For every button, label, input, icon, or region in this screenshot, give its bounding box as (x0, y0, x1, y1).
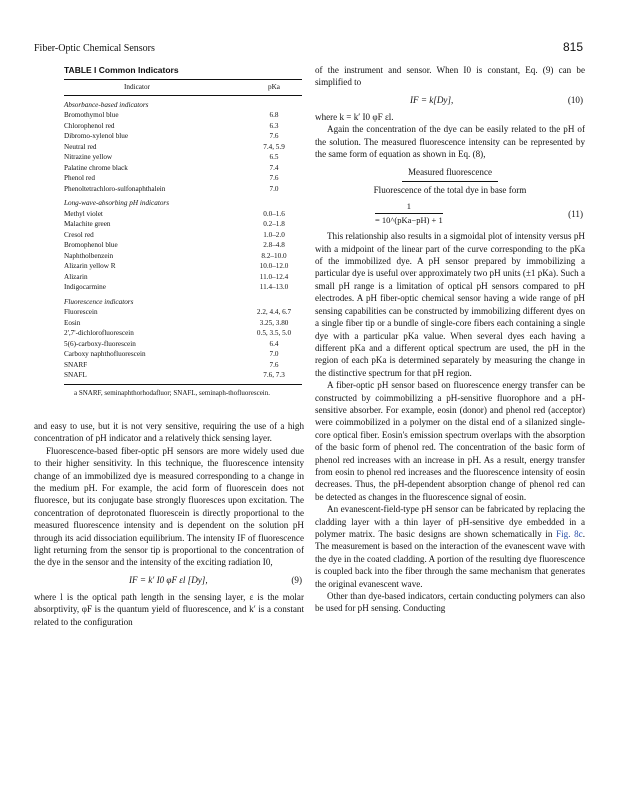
indicator-name: 2',7'-dichlorofluorescein (64, 329, 134, 338)
left-column (34, 64, 304, 628)
equation-number: (10) (567, 94, 583, 105)
pka-value: 6.8 (269, 111, 279, 120)
indicator-name: Bromothymol blue (64, 111, 119, 120)
table-row (64, 110, 302, 121)
paragraph: of the instrument and sensor. When I0 is constant, Eq. (9) can be simplified to (315, 65, 585, 88)
pka-value: 2.8–4.8 (263, 241, 285, 250)
indicator-name: Alizarin yellow R (64, 262, 116, 271)
indicator-name: Dibromo-xylenol blue (64, 132, 129, 141)
indicator-name: SNAFL (64, 370, 246, 384)
indicators-table (64, 79, 302, 385)
pka-value: 3.25, 3.80 (259, 318, 289, 327)
table-row (64, 209, 302, 220)
table-row (64, 360, 302, 371)
paragraph: Again the concentration of the dye can be easily related to the pH of the solution. The measured fluorescence intensity can be represented by the same form of equation as shown in Eq. (8), (315, 124, 585, 160)
right-column (315, 64, 585, 615)
running-title: Fiber-Optic Chemical Sensors (34, 43, 155, 54)
equation-body: IF = k[Dy], (410, 94, 454, 105)
indicator-name: Phenoltetrachloro-sulfonaphthalein (64, 184, 166, 193)
table-row (64, 251, 302, 262)
pka-value: 10.0–12.0 (259, 262, 289, 271)
indicator-name: Malachite green (64, 220, 111, 229)
paragraph: This relationship also results in a sigmoidal plot of intensity versus pH with a midpoint of the linear part of the curve corresponding to the pKa of the immobilized dye. A pH sensor prepared by immobilizing a particular dye is useful over approximately two pH units (±1 pKa). Such a small pH range is a limitation of optical pH sensors compared to pH electrodes. A pH fiber-optic chemical sensor having a wide range of pH sensing capabilities can be constructed by immobilizing different dyes on a single fiber tip or a bundle of single-core fibers each containing a single dye with a particular pKa value. When several dyes each having a different pKa and a different optical spectrum are used, the pH in the region of each pKa is determined separately by measuring the change in the distinctive spectrum for that pH region. (315, 231, 585, 378)
paragraph: A fiber-optic pH sensor based on fluorescence energy transfer can be constructed by coimmobilizing a pH-sensitive fluorophore and a pH-sensitive absorber. For example, eosin (donor) and phenol red (acceptor) were coimmobilized in a polymer on the distal end of a silanized single-core optical fiber. Eosin's emission spectrum overlaps with the absorption of the basic form of phenol red. The concentration of the basic form of phenol red increases with an increase in pH. As a result, energy transfer from eosin to phenol red increases and the fluorescence intensity of eosin decreases. Thus, the pH-dependent absorption change of phenol red can be detected as changes in the fluorescence signal of eosin. (315, 380, 585, 502)
indicator-name: Cresol red (64, 230, 94, 239)
pka-value: 11.0–12.4 (259, 272, 289, 281)
table-row (64, 349, 302, 360)
indicator-name: Indigocarmine (64, 283, 106, 292)
indicator-name: Phenol red (64, 174, 95, 183)
paragraph: Fluorescence-based fiber-optic pH sensors are more widely used due to their higher sensitivity. In this technique, the fluorescence intensity change of an immobilized dye is measured corresponding to a change in the medium pH. For example, the acid form of fluorescein does not fluoresce, but its conjugate base strongly fluoresces upon excitation. The concentration of deprotonated fluorescein is directly proportional to the measured fluorescence intensity and is dependent on the solution pH through its acid dissociation equilibrium. The intensity IF of fluorescence light returning from the sensor tip is proportional to the concentration of the dye in the sensor and the intensity of the exciting radiation I0, (34, 445, 304, 568)
indicator-name: Alizarin (64, 272, 88, 281)
table-row (64, 163, 302, 174)
table-row (64, 240, 302, 251)
indicator-name: Eosin (64, 318, 81, 327)
pka-value: 7.0 (269, 184, 279, 193)
table-row (64, 282, 302, 293)
table-row (64, 184, 302, 195)
equation-number: (9) (291, 574, 302, 585)
fraction-equation (315, 166, 585, 196)
table-row (64, 131, 302, 142)
col-pka: pKa (246, 80, 302, 96)
table-row (64, 152, 302, 163)
indicator-name: Bromophenol blue (64, 241, 118, 250)
pka-value: 7.4, 5.9 (263, 142, 285, 151)
equation-11 (315, 200, 585, 230)
pka-value: 0.2–1.8 (263, 220, 285, 229)
indicator-name: Carboxy naphthofluorescein (64, 350, 146, 359)
indicator-name: SNARF (64, 360, 88, 369)
pka-value: 7.6 (269, 132, 279, 141)
table-row (64, 261, 302, 272)
table-section-heading: Long-wave-absorbing pH indicators (64, 199, 170, 208)
paragraph: where k = k′ I0 φF εl. (315, 111, 394, 122)
paragraph: Other than dye-based indicators, certain conducting polymers can also be used for pH sensing. Conducting (315, 591, 585, 614)
indicator-name: 5(6)-carboxy-fluorescein (64, 339, 136, 348)
table-row (64, 173, 302, 184)
indicator-name: Neutral red (64, 142, 97, 151)
table-title: TABLE I Common Indicators (64, 65, 179, 75)
pka-value: 1.0–2.0 (263, 230, 285, 239)
table-row (64, 328, 302, 339)
indicator-name: Chlorophenol red (64, 121, 115, 130)
indicator-name: Naphtholbenzein (64, 251, 114, 260)
table-row (64, 230, 302, 241)
table-section-heading: Fluorescence indicators (64, 297, 134, 306)
equation-number: (11) (568, 209, 583, 220)
pka-value: 7.6 (269, 360, 279, 369)
pka-value: 7.0 (269, 350, 279, 359)
paragraph: An evanescent-field-type pH sensor can be fabricated by replacing the cladding layer with a thin layer of pH-sensitive dye embedded in a polymer matrix. The basic designs are shown schematically in Fig. 8c. The measurement is based on the interaction of the evanescent wave with the dye in the coated cladding. A portion of the resulting dye fluorescence is coupled back into the fiber through the same mechanism that generates the original evanescent wave. (315, 504, 586, 589)
pka-value: 2.2, 4.4, 6.7 (256, 308, 292, 317)
table-row (64, 142, 302, 153)
equation-9 (34, 569, 304, 591)
indicator-name: Nitrazine yellow (64, 153, 113, 162)
indicator-name: Fluorescein (64, 308, 98, 317)
pka-value: 6.3 (269, 121, 279, 130)
table-row (64, 307, 302, 318)
pka-value: 0.5, 3.5, 5.0 (256, 329, 292, 338)
pka-value: 6.4 (269, 339, 279, 348)
pka-value: 11.4–13.0 (259, 283, 289, 292)
table-row (64, 219, 302, 230)
fraction-numerator: Measured fluorescence (402, 166, 498, 181)
indicator-name: Methyl violet (64, 209, 103, 218)
table-row (64, 272, 302, 283)
table-section-heading: Absorbance-based indicators (64, 100, 149, 109)
pka-value: 6.5 (269, 153, 279, 162)
pka-value: 7.4 (269, 163, 279, 172)
paragraph: where l is the optical path length in the sensing layer, ε is the molar absorptivity, φF is the quantum yield of fluorescence, and k′ is a constant related to the configuration (34, 591, 304, 627)
eq11-denominator: = 10^(pKa−pH) + 1 (375, 214, 443, 225)
equation-10 (315, 89, 585, 111)
table-row (64, 121, 302, 132)
paragraph: and easy to use, but it is not very sensitive, requiring the use of a high concentration of pH indicator and a relatively thick sensing layer. (34, 420, 304, 444)
table-row (64, 370, 302, 384)
pka-value: 7.6 (269, 174, 279, 183)
pka-value: 0.0–1.6 (263, 209, 285, 218)
indicator-name: Palatine chrome black (64, 163, 128, 172)
pka-value: 7.6, 7.3 (246, 370, 302, 384)
pka-value: 8.2–10.0 (261, 251, 287, 260)
figure-link[interactable]: Fig. 8c (556, 529, 583, 539)
eq11-numerator: 1 (375, 200, 443, 213)
table-row (64, 318, 302, 329)
table-row (64, 339, 302, 350)
equation-body: IF = k′ I0 φF εl [Dy], (129, 574, 208, 585)
page-number: 815 (562, 40, 583, 54)
table-footnote: a SNARF, seminaphthorhodafluor; SNAFL, seminaph-thofluorescein. (74, 388, 270, 397)
fraction-denominator: Fluorescence of the total dye in base form (373, 184, 527, 195)
col-indicator: Indicator (64, 80, 246, 96)
